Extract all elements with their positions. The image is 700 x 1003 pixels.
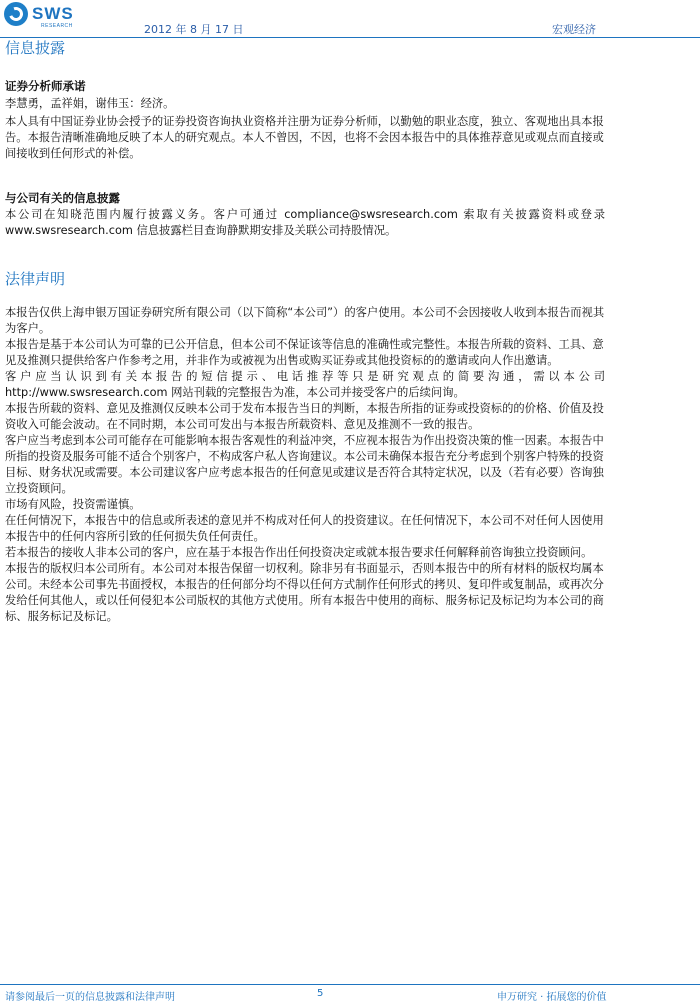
legal-title: 法律声明 <box>5 270 66 288</box>
header-divider <box>0 37 700 38</box>
legal-paragraph-2: 本报告是基于本公司认为可靠的已公开信息，但本公司不保证该等信息的准确性或完整性。本报告所载的资料、工具、意见及推测只提供给客户作参考之用，并非作为或被视为出售或购买证券或其他投资标的的邀请或向人作出邀请。 <box>5 338 604 367</box>
report-category: 宏观经济 <box>552 23 596 36</box>
analyst-names: 李慧勇，孟祥娟，谢伟玉：经济。 <box>5 97 175 110</box>
company-disclosure-text <box>5 207 605 239</box>
page-header <box>0 0 700 38</box>
analyst-commitment-title: 证券分析师承诺 <box>5 79 86 93</box>
legal-paragraph-1: 本报告仅供上海申银万国证券研究所有限公司（以下简称“本公司”）的客户使用。本公司不会因接收人收到本报告而视其为客户。 <box>5 306 605 335</box>
logo-subtext: RESEARCH <box>41 23 73 29</box>
legal-body <box>5 305 605 625</box>
legal-paragraph-3-line2: http://www.swsresearch.com 网站刊载的完整报告为准，本公司并接受客户的后续问询。 <box>5 386 465 399</box>
company-disclosure-line2: www.swsresearch.com 信息披露栏目查询静默期安排及关联公司持股情况。 <box>5 224 397 237</box>
page-number: 5 <box>317 988 324 999</box>
company-disclosure-title: 与公司有关的信息披露 <box>5 191 120 205</box>
footer-disclaimer-link: 请参阅最后一页的信息披露和法律声明 <box>5 992 175 1003</box>
sws-logo <box>4 2 82 34</box>
footer-divider <box>0 984 700 985</box>
legal-paragraph-5: 客户应当考虑到本公司可能存在可能影响本报告客观性的利益冲突，不应视本报告为作出投资决策的惟一因素。本报告中所指的投资及服务可能不适合个别客户，不构成客户私人咨询建议。本公司未确保本报告充分考虑到个别客户特殊的投资目标、财务状况或需要。本公司建议客户应考虑本报告的任何意见或建议是否符合其特定状况，以及（若有必要）咨询独立投资顾问。 <box>5 434 604 495</box>
legal-paragraph-9: 本报告的版权归本公司所有。本公司对本报告保留一切权利。除非另有书面显示，否则本报告中的所有材料的版权均属本公司。未经本公司事先书面授权，本报告的任何部分均不得以任何方式制作任何形式的拷贝、复印件或复制品，或再次分发给任何其他人，或以任何侵犯本公司版权的其他方式使用。所有本报告中使用的商标、服务标记及标记均为本公司的商标、服务标记及标记。 <box>5 562 604 623</box>
legal-paragraph-7: 在任何情况下，本报告中的信息或所表述的意见并不构成对任何人的投资建议。在任何情况下，本公司不对任何人因使用本报告中的任何内容所引致的任何损失负任何责任。 <box>5 514 604 543</box>
disclosure-title: 信息披露 <box>5 39 66 57</box>
report-date: 2012 年 8 月 17 日 <box>144 23 244 36</box>
logo-mark-icon <box>4 2 28 26</box>
legal-paragraph-8: 若本报告的接收人非本公司的客户，应在基于本报告作出任何投资决定或就本报告要求任何解释前咨询独立投资顾问。 <box>5 546 593 559</box>
legal-paragraph-3-line1: 客户应当认识到有关本报告的短信提示、电话推荐等只是研究观点的简要沟通，需以本公司 <box>5 370 605 383</box>
company-disclosure-line1: 本公司在知晓范围内履行披露义务。客户可通过 compliance@swsresearch.com 索取有关披露资料或登录 <box>5 208 605 221</box>
legal-paragraph-6: 市场有风险，投资需谨慎。 <box>5 498 141 511</box>
legal-paragraph-4: 本报告所载的资料、意见及推测仅反映本公司于发布本报告当日的判断，本报告所指的证券或投资标的的价格、价值及投资收入可能会波动。在不同时期，本公司可发出与本报告所载资料、意见及推测不一致的报告。 <box>5 402 604 431</box>
logo-text: SWS <box>32 4 74 23</box>
analyst-statement: 本人具有中国证券业协会授予的证券投资咨询执业资格并注册为证券分析师，以勤勉的职业态度，独立、客观地出具本报告。本报告清晰准确地反映了本人的研究观点。本人不曾因，不因，也将不会因本报告中的具体推荐意见或观点而直接或间接收到任何形式的补偿。 <box>5 115 604 160</box>
footer-slogan: 申万研究 · 拓展您的价值 <box>497 992 607 1003</box>
